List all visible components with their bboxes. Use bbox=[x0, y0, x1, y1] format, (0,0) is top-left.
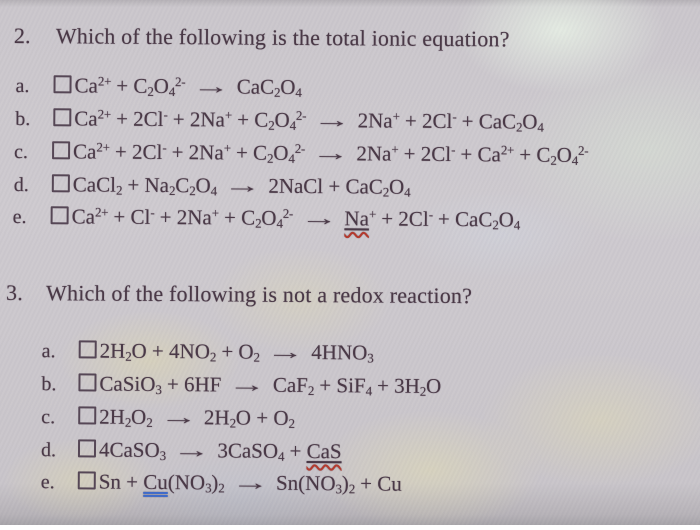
spellcheck-underlined-term: Na bbox=[344, 206, 370, 231]
checkbox-icon[interactable] bbox=[52, 174, 70, 192]
reaction-arrow-icon: → bbox=[266, 339, 305, 364]
question-2 bbox=[0, 0, 700, 233]
reaction-arrow-icon: → bbox=[223, 173, 262, 198]
question-2-option-d bbox=[14, 172, 411, 200]
reaction-arrow-icon: → bbox=[228, 372, 267, 397]
chemical-equation: $2H_2O + 4NO_2 + O_2 \to 4HNO_3$ bbox=[99, 338, 374, 366]
checkbox-icon[interactable] bbox=[79, 340, 97, 358]
reaction-arrow-icon: → bbox=[159, 404, 198, 430]
question-2-option-a bbox=[15, 73, 301, 100]
question-3-option-e bbox=[41, 469, 402, 497]
reaction-arrow-icon: → bbox=[231, 470, 270, 495]
question-3-option-b bbox=[41, 371, 441, 399]
question-3-heading bbox=[6, 280, 472, 309]
checkbox-icon[interactable] bbox=[78, 439, 96, 457]
reaction-arrow-icon: → bbox=[299, 205, 338, 231]
chemical-equation: $Ca^{2+} + 2Cl^- + 2Na^+ + C_2O_4^{2-} \to 2Na^+ + 2Cl^- + CaC_2O_4$ bbox=[74, 106, 544, 135]
option-letter: a. bbox=[15, 74, 30, 98]
checkbox-icon[interactable] bbox=[78, 406, 96, 424]
chemical-equation: CaCl$_2$ + $Na_2C_2O_4$ → 2NaCl + $CaC_2O_4$ bbox=[72, 172, 411, 200]
chemical-equation: $Ca^{2+} + 2Cl^- + 2Na^+ + C_2O_4^{2-} \to 2Na^+ + 2Cl^- + Ca^{2+} + C_2O_4^{2-}$ bbox=[73, 139, 589, 168]
question-3-option-d bbox=[41, 437, 342, 464]
question-2-option-e bbox=[13, 204, 521, 233]
option-letter: b. bbox=[41, 373, 57, 396]
checkbox-icon[interactable] bbox=[78, 471, 96, 489]
option-letter: a. bbox=[41, 340, 56, 363]
grammar-underlined-term: Cu bbox=[143, 469, 168, 495]
question-3-number: 3. bbox=[6, 279, 24, 306]
option-letter: b. bbox=[15, 107, 31, 131]
checkbox-icon[interactable] bbox=[53, 75, 71, 93]
question-2-title: Which of the following is the total ionic equation? bbox=[55, 23, 510, 52]
chemical-equation: $Sn + Cu(NO_3)_2 \to Sn(NO_3)_2 + Cu$ bbox=[98, 469, 402, 497]
reaction-arrow-icon: → bbox=[311, 141, 350, 166]
reaction-arrow-icon: → bbox=[192, 74, 231, 99]
checkbox-icon[interactable] bbox=[78, 373, 96, 391]
chemical-equation: CaSiO$_3$ + $6HF \to CaF_2 + SiF_4 + 3H_2O$ bbox=[99, 371, 442, 399]
option-letter: c. bbox=[41, 406, 56, 429]
reaction-arrow-icon: → bbox=[312, 108, 351, 133]
chemical-equation: $Ca^{2+} + Cl^- + 2Na^+ + C_2O_4^{2-} \to Na^+ + 2Cl^- + CaC_2O_4$ bbox=[71, 204, 521, 233]
option-letter: e. bbox=[12, 205, 27, 229]
option-letter: d. bbox=[13, 173, 29, 197]
option-letter: d. bbox=[40, 439, 57, 462]
checkbox-icon[interactable] bbox=[53, 108, 71, 126]
chemical-equation: $Ca^{2+} + C_2O_4^{2-} \to CaC_2O_4$ bbox=[74, 73, 302, 100]
question-2-number: 2. bbox=[13, 22, 31, 49]
reaction-arrow-icon: → bbox=[172, 438, 211, 463]
spellcheck-underlined-term: CaS bbox=[306, 439, 342, 464]
checkbox-icon[interactable] bbox=[51, 206, 69, 224]
checkbox-icon[interactable] bbox=[52, 141, 70, 159]
option-letter: c. bbox=[14, 140, 29, 164]
question-2-option-b bbox=[15, 106, 544, 135]
chemical-equation: 4CaSO$_3$ → 3CaSO$_4$ + CaS bbox=[98, 437, 342, 464]
question-3-option-a bbox=[42, 338, 374, 365]
question-3-option-c bbox=[41, 404, 295, 431]
option-letter: e. bbox=[40, 471, 55, 494]
question-3-title: Which of the following is not a redox reaction? bbox=[46, 280, 473, 309]
question-2-heading bbox=[14, 23, 510, 52]
question-2-option-c bbox=[14, 139, 588, 168]
chemical-equation: $2H_2O_2 \to 2H_2O + O_2$ bbox=[99, 404, 295, 431]
